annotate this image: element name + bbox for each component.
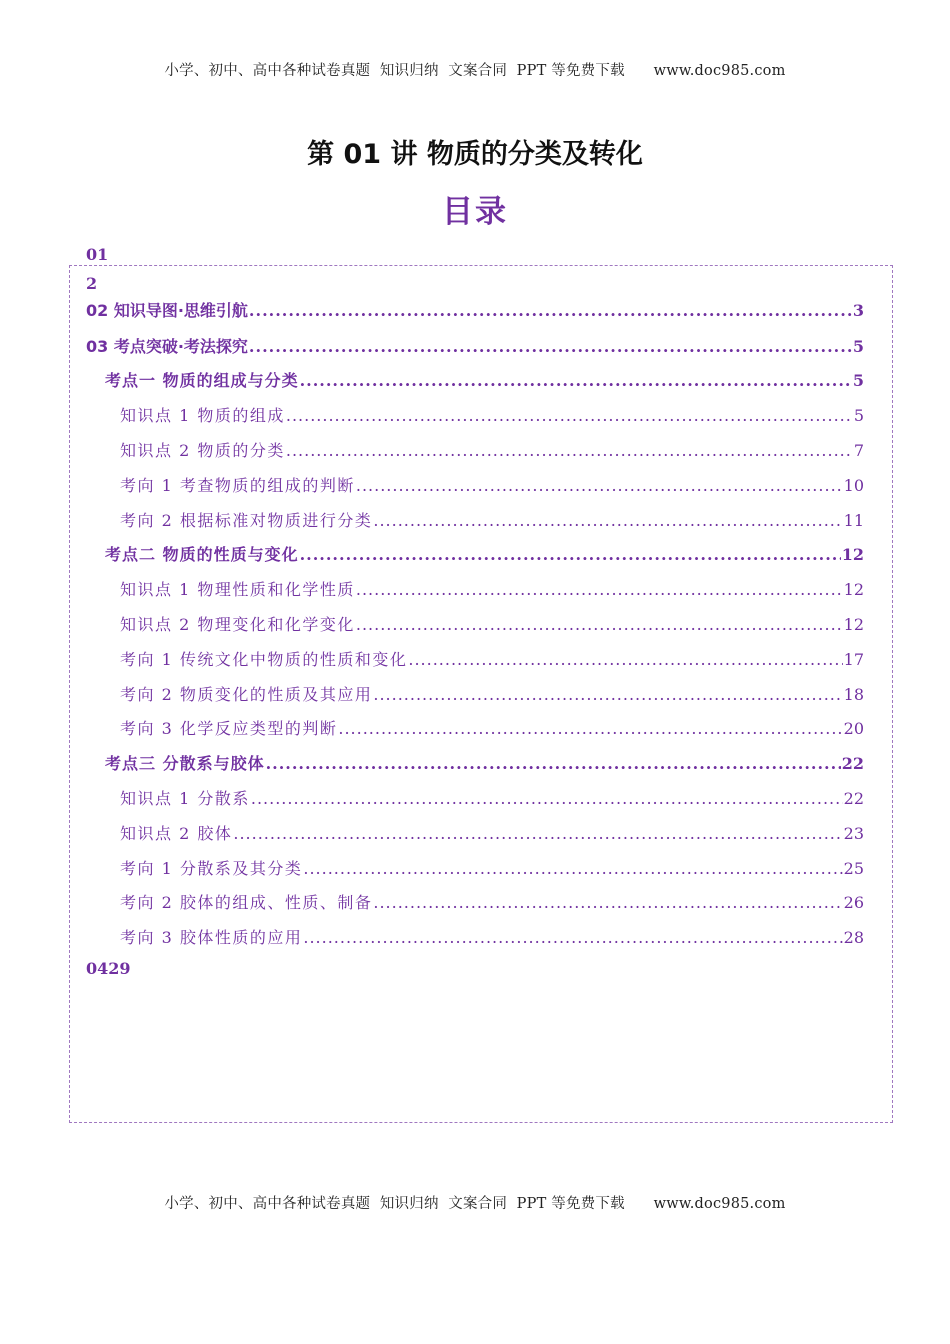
toc-entry-label: 知识点 1 物质的组成 (120, 406, 285, 425)
toc-page-number: 23 (843, 824, 864, 843)
toc-entry-label: 考向 2 胶体的组成、性质、制备 (120, 893, 373, 912)
toc-entry-label: 知识点 1 分散系 (120, 789, 250, 808)
toc-entry[interactable] (120, 925, 864, 947)
toc-leader (251, 789, 843, 808)
toc-page-number: 5 (852, 371, 864, 390)
toc-leader (373, 511, 842, 530)
toc-page-number: 12 (841, 545, 864, 564)
toc-page-number: 20 (843, 719, 864, 738)
toc-entry[interactable] (120, 821, 864, 843)
toc-page-number: 5 (853, 406, 864, 425)
toc-entry-label: 知识点 2 胶体 (120, 824, 233, 843)
toc-fragment: 01 (86, 245, 109, 264)
toc-leader (233, 824, 842, 843)
toc-entry-label: 考向 1 分散系及其分类 (120, 859, 303, 878)
toc-leader (303, 859, 842, 878)
toc-leader (286, 406, 853, 425)
toc-fragment: 2 (86, 274, 98, 293)
toc-entry-label: 考点二 物质的性质与变化 (105, 545, 299, 564)
toc-leader (249, 301, 852, 320)
toc-entry-label: 考向 1 传统文化中物质的性质和变化 (120, 650, 408, 669)
toc-leader (249, 337, 852, 356)
toc-entry-point-2[interactable] (105, 542, 864, 564)
toc-entry-label: 知识点 2 物质的分类 (120, 441, 285, 460)
toc-page-number: 12 (843, 615, 864, 634)
toc-leader (373, 685, 842, 704)
toc-page-number: 17 (843, 650, 864, 669)
toc-entry[interactable] (120, 612, 864, 634)
document-title: 第 01 讲 物质的分类及转化 (307, 139, 643, 170)
toc-leader (286, 441, 853, 460)
toc-entry-point-3[interactable] (105, 751, 864, 773)
toc-heading: 目录 (442, 194, 508, 230)
toc-entry-exam-points[interactable] (86, 334, 864, 356)
toc-leader (408, 650, 842, 669)
toc-leader (303, 928, 842, 947)
toc-page-number: 12 (843, 580, 864, 599)
toc-leader (373, 893, 842, 912)
toc-page-number: 22 (841, 754, 864, 773)
toc-page-number: 11 (843, 511, 864, 530)
page-footer: 小学、初中、高中各种试卷真题 知识归纳 文案合同 PPT 等免费下载 www.doc985.com (164, 1196, 786, 1212)
toc-entry-label: 考点三 分散系与胶体 (105, 754, 265, 773)
toc-page-number: 7 (853, 441, 864, 460)
toc-entry-label: 考向 1 考查物质的组成的判断 (120, 476, 355, 495)
toc-entry[interactable] (120, 786, 864, 808)
toc-entry[interactable] (120, 856, 864, 878)
toc-entry-label: 考向 2 物质变化的性质及其应用 (120, 685, 373, 704)
toc-leader (300, 545, 841, 564)
toc-fragment: 0429 (86, 959, 131, 978)
toc-leader (356, 615, 843, 634)
toc-page-number: 28 (843, 928, 864, 947)
toc-entry-label: 考点一 物质的组成与分类 (105, 371, 299, 390)
toc-entry-label: 考向 3 胶体性质的应用 (120, 928, 303, 947)
page-header: 小学、初中、高中各种试卷真题 知识归纳 文案合同 PPT 等免费下载 www.doc985.com (164, 63, 786, 79)
toc-page-number: 5 (852, 337, 864, 356)
toc-page-number: 26 (843, 893, 864, 912)
toc-entry[interactable] (120, 716, 864, 738)
toc-leader (266, 754, 841, 773)
toc-entry[interactable] (120, 647, 864, 669)
toc-entry-label: 考向 2 根据标准对物质进行分类 (120, 511, 373, 530)
toc-entry-label: 03 考点突破·考法探究 (86, 337, 248, 356)
toc-entry[interactable] (120, 508, 864, 530)
toc-leader (338, 719, 842, 738)
toc-page-number: 25 (843, 859, 864, 878)
toc-page-number: 22 (843, 789, 864, 808)
toc-entry-label: 02 知识导图·思维引航 (86, 301, 248, 320)
toc-leader (300, 371, 852, 390)
toc-entry[interactable] (120, 890, 864, 912)
toc-page-number: 10 (843, 476, 864, 495)
toc-entry[interactable] (120, 682, 864, 704)
toc-entry-point-1[interactable] (105, 368, 864, 390)
toc-entry[interactable] (120, 438, 864, 460)
toc-leader (356, 580, 843, 599)
toc-page-number: 18 (843, 685, 864, 704)
toc-entry[interactable] (120, 403, 864, 425)
toc-entry-label: 考向 3 化学反应类型的判断 (120, 719, 338, 738)
toc-page-number: 3 (852, 301, 864, 320)
toc-entry[interactable] (120, 577, 864, 599)
toc-entry-label: 知识点 2 物理变化和化学变化 (120, 615, 355, 634)
toc-entry-knowledge-map[interactable] (86, 298, 864, 320)
toc-entry-label: 知识点 1 物理性质和化学性质 (120, 580, 355, 599)
toc-entry[interactable] (120, 473, 864, 495)
toc-leader (356, 476, 843, 495)
